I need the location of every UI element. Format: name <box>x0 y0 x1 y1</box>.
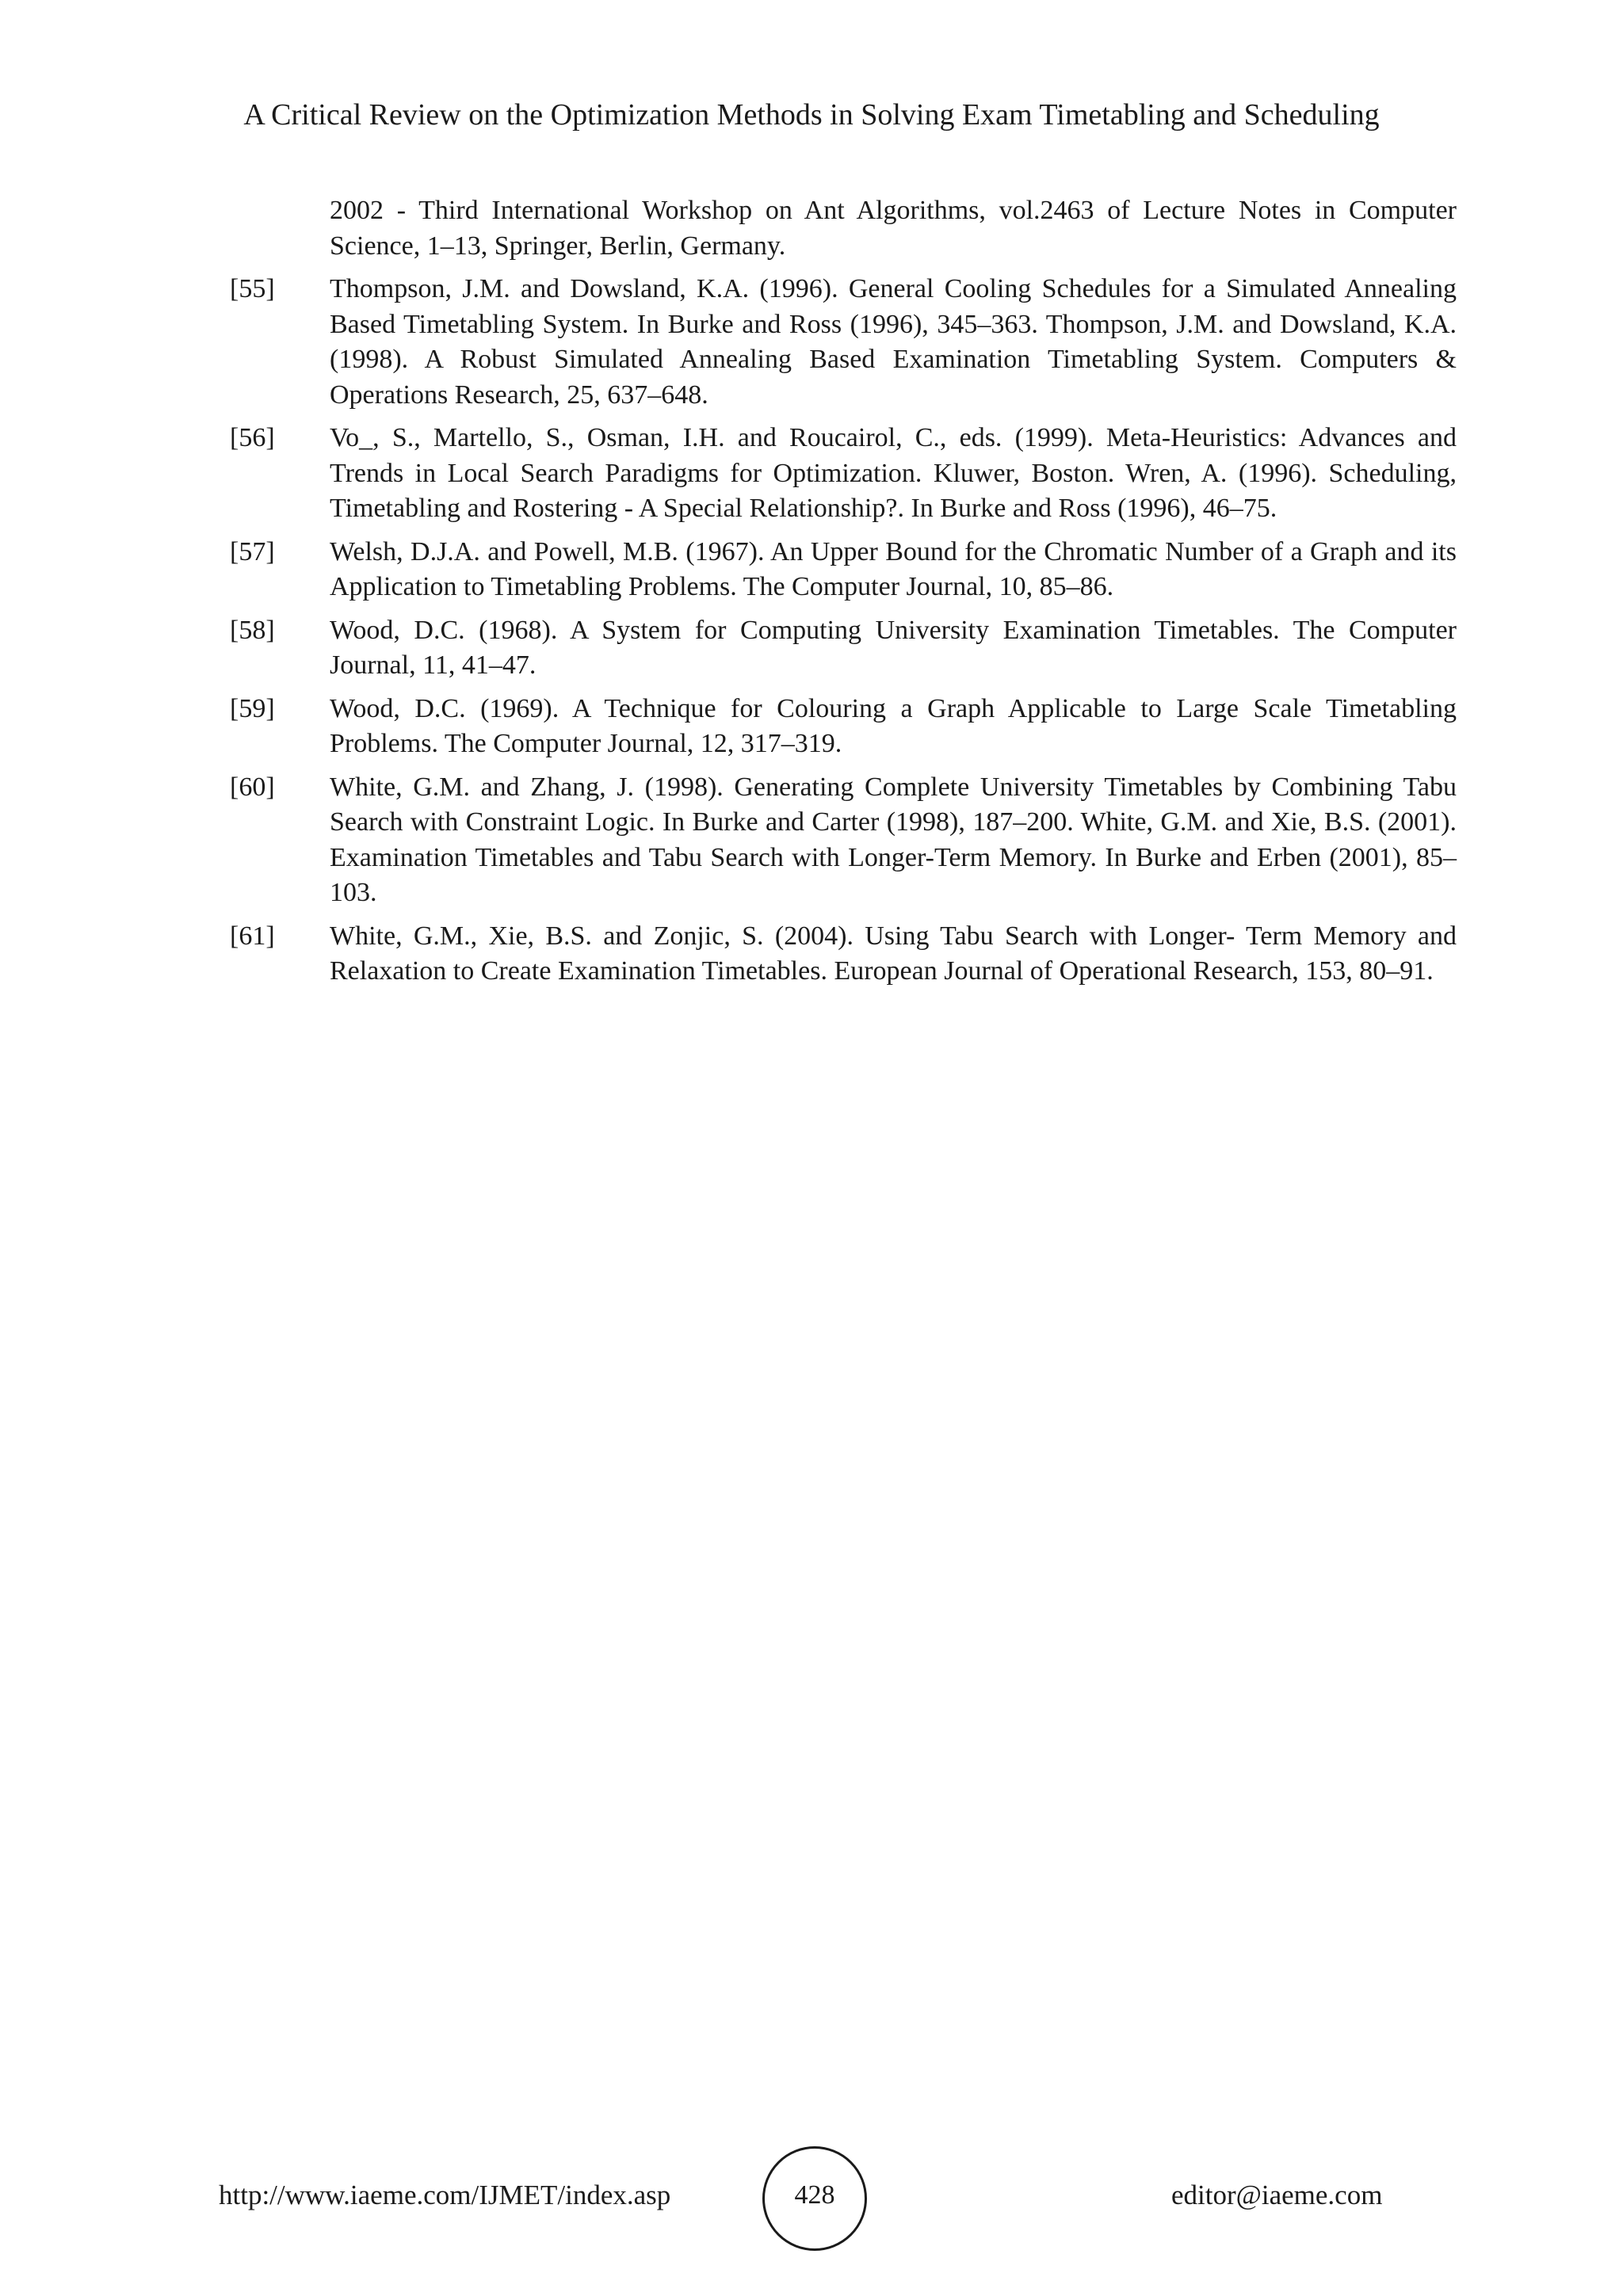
reference-list <box>230 193 1457 997</box>
reference-item-58 <box>230 613 1457 684</box>
reference-text: White, G.M., Xie, B.S. and Zonjic, S. (2004). Using Tabu Search with Longer- Term Memory and Relaxation to Create Examination Timetables. European Journal of Operational Research, 153, 80–91. <box>330 921 1457 986</box>
reference-number: [59] <box>230 693 275 723</box>
reference-number: [61] <box>230 921 275 951</box>
reference-item-59 <box>230 692 1457 762</box>
page-number-circle <box>762 2146 867 2251</box>
reference-text: Vo_, S., Martello, S., Osman, I.H. and Roucairol, C., eds. (1999). Meta-Heuristics: Advances and Trends in Local Search Paradigms for Optimization. Kluwer, Boston. Wren, A. (1996). Scheduling, Timetabling and Rostering - A Special Relationship?. In Burke and Ross (1996), 46–75. <box>330 423 1457 523</box>
reference-item-55 <box>230 272 1457 413</box>
reference-item-56 <box>230 421 1457 527</box>
footer-url-link[interactable]: http://www.iaeme.com/IJMET/index.asp <box>219 2180 671 2210</box>
reference-number: [56] <box>230 423 275 452</box>
reference-item-57 <box>230 535 1457 605</box>
reference-text: Thompson, J.M. and Dowsland, K.A. (1996). General Cooling Schedules for a Simulated Annealing Based Timetabling System. In Burke and Ross (1996), 345–363. Thompson, J.M. and Dowsland, K.A. (1998). A Robust Simulated Annealing Based Examination Timetabling System. Computers & Operations Research, 25, 637–648. <box>330 274 1457 410</box>
reference-text: Welsh, D.J.A. and Powell, M.B. (1967). An Upper Bound for the Chromatic Number of a Graph and its Application to Timetabling Problems. The Computer Journal, 10, 85–86. <box>330 536 1457 601</box>
reference-number: [58] <box>230 615 275 645</box>
reference-text: Wood, D.C. (1969). A Technique for Colouring a Graph Applicable to Large Scale Timetabling Problems. The Computer Journal, 12, 317–319. <box>330 693 1457 758</box>
running-header-title: A Critical Review on the Optimization Methods in Solving Exam Timetabling and Scheduling <box>243 98 1380 132</box>
reference-text: White, G.M. and Zhang, J. (1998). Generating Complete University Timetables by Combining Tabu Search with Constraint Logic. In Burke and Carter (1998), 187–200. White, G.M. and Xie, B.S. (2001). Examination Timetables and Tabu Search with Longer-Term Memory. In Burke and Erben (2001), 85–103. <box>330 772 1457 907</box>
footer-email-link[interactable]: editor@iaeme.com <box>1171 2180 1383 2210</box>
page-footer <box>0 2146 1623 2251</box>
reference-item-60 <box>230 770 1457 911</box>
reference-number: [60] <box>230 772 275 802</box>
reference-item-61 <box>230 919 1457 990</box>
reference-number: [55] <box>230 274 275 303</box>
reference-text: 2002 - Third International Workshop on Ant Algorithms, vol.2463 of Lecture Notes in Computer Science, 1–13, Springer, Berlin, Germany. <box>330 196 1457 261</box>
reference-continuation <box>230 193 1457 264</box>
page-number: 428 <box>794 2180 835 2210</box>
reference-number: [57] <box>230 536 275 566</box>
reference-text: Wood, D.C. (1968). A System for Computing University Examination Timetables. The Computer Journal, 11, 41–47. <box>330 615 1457 680</box>
